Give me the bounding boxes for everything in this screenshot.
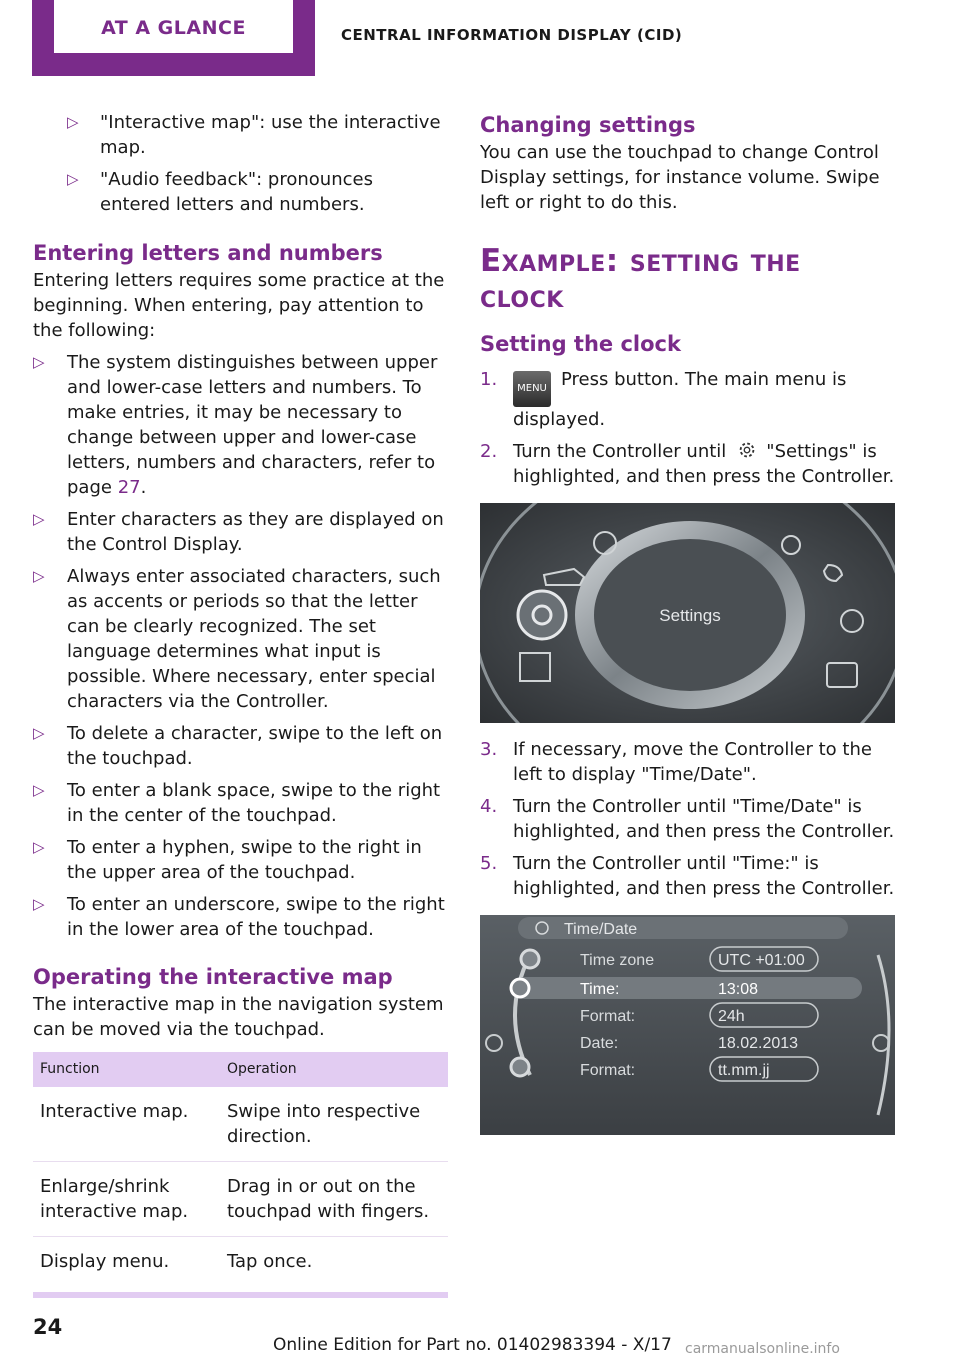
- example-heading: Example: setting the clock: [480, 243, 801, 315]
- svg-text:UTC +01:00: UTC +01:00: [718, 952, 805, 969]
- table-bottom-rule: [33, 1292, 448, 1298]
- table-row: Enlarge/shrink interactive map. Drag in or out on the touchpad with fingers.: [33, 1162, 448, 1237]
- svg-text:tt.mm.jj: tt.mm.jj: [718, 1062, 770, 1079]
- table-row: Interactive map. Swipe into respective direction.: [33, 1087, 448, 1162]
- triangle-bullet-icon: ▷: [33, 353, 45, 371]
- entering-heading: Entering letters and numbers: [33, 241, 383, 265]
- list-item: ▷ Always enter associated characters, such as accents or periods so that the letter can be clearly recognized. The set language determines what input is possible. Where necessary, enter special characters via the Controller.: [33, 566, 441, 712]
- timedate-screen-image: [480, 915, 895, 1135]
- left-column: [33, 110, 448, 1298]
- clock-heading: Setting the clock: [480, 332, 681, 356]
- svg-text:Format:: Format:: [580, 1062, 636, 1079]
- list-item: ▷ To enter an underscore, swipe to the right in the lower area of the touchpad.: [33, 894, 445, 940]
- settings-screen-label: Settings: [659, 606, 721, 625]
- table-header-operation: Operation: [220, 1052, 448, 1087]
- triangle-bullet-icon: ▷: [67, 170, 79, 188]
- top-bullet-list: [33, 110, 448, 217]
- section-title: CENTRAL INFORMATION DISPLAY (CID): [341, 26, 683, 44]
- table-header-function: Function: [33, 1052, 220, 1087]
- right-column: [480, 110, 895, 1135]
- list-item: ▷ "Interactive map": use the interactive map.: [67, 112, 441, 158]
- steps-list-a: [480, 367, 895, 489]
- list-item: 5. Turn the Controller until "Time:" is highlighted, and then press the Controller.: [480, 853, 895, 899]
- map-intro: The interactive map in the navigation system can be moved via the touchpad.: [33, 994, 444, 1040]
- svg-text:Format:: Format:: [580, 1008, 636, 1025]
- svg-text:18.02.2013: 18.02.2013: [718, 1035, 799, 1052]
- steps-list-b: [480, 737, 895, 901]
- triangle-bullet-icon: ▷: [33, 895, 45, 913]
- list-item: 3. If necessary, move the Controller to the left to display "Time/Date".: [480, 739, 872, 785]
- svg-text:Date:: Date:: [580, 1035, 619, 1052]
- menu-button-icon: MENU: [513, 371, 551, 407]
- page-reference-link[interactable]: 27: [117, 477, 141, 498]
- list-item: 2. Turn the Controller until "Settings" is highlighted, and then press the Controller.: [480, 441, 895, 487]
- svg-text:24h: 24h: [718, 1008, 745, 1025]
- list-item: ▷ To delete a character, swipe to the left on the touchpad.: [33, 723, 443, 769]
- triangle-bullet-icon: ▷: [33, 781, 45, 799]
- chapter-tab: [32, 0, 315, 76]
- triangle-bullet-icon: ▷: [33, 567, 45, 585]
- list-item: 4. Turn the Controller until "Time/Date" is highlighted, and then press the Controller.: [480, 796, 895, 842]
- list-item: ▷ To enter a hyphen, swipe to the right in the upper area of the touchpad.: [33, 837, 422, 883]
- gear-icon: [736, 439, 758, 461]
- entering-intro: Entering letters requires some practice at the beginning. When entering, pay attention to the following:: [33, 270, 445, 341]
- watermark: carmanualsonline.info: [685, 1341, 840, 1357]
- svg-text:Time zone: Time zone: [580, 952, 655, 969]
- map-heading: Operating the interactive map: [33, 965, 393, 989]
- svg-text:13:08: 13:08: [718, 981, 759, 998]
- page-number: 24: [33, 1315, 63, 1339]
- triangle-bullet-icon: ▷: [67, 113, 79, 131]
- list-item: ▷ "Audio feedback": pronounces entered letters and numbers.: [67, 169, 373, 215]
- svg-text:Time:: Time:: [580, 981, 620, 998]
- triangle-bullet-icon: ▷: [33, 838, 45, 856]
- changing-heading: Changing settings: [480, 113, 696, 137]
- list-item: ▷ The system distinguishes between upper and lower-case letters and numbers. To make entries, it may be necessary to change between upper and lower-case letters, numbers and characters, refer to page 27.: [33, 352, 438, 498]
- timedate-title: Time/Date: [564, 921, 638, 938]
- triangle-bullet-icon: ▷: [33, 510, 45, 528]
- edition-text: Online Edition for Part no. 01402983394 - X/17: [273, 1335, 672, 1355]
- changing-text: You can use the touchpad to change Control Display settings, for instance volume. Swipe left or right to do this.: [480, 142, 880, 213]
- entering-bullet-list: [33, 350, 448, 942]
- list-item: 1. MENU Press button. The main menu is displayed.: [480, 369, 847, 430]
- list-item: ▷ To enter a blank space, swipe to the right in the center of the touchpad.: [33, 780, 441, 826]
- table-row: Display menu. Tap once.: [40, 1251, 313, 1272]
- chapter-tab-label: AT A GLANCE: [54, 0, 293, 53]
- triangle-bullet-icon: ▷: [33, 724, 45, 742]
- list-item: ▷ Enter characters as they are displayed on the Control Display.: [33, 509, 444, 555]
- settings-screen-image: [480, 503, 895, 723]
- function-table: [33, 1052, 448, 1286]
